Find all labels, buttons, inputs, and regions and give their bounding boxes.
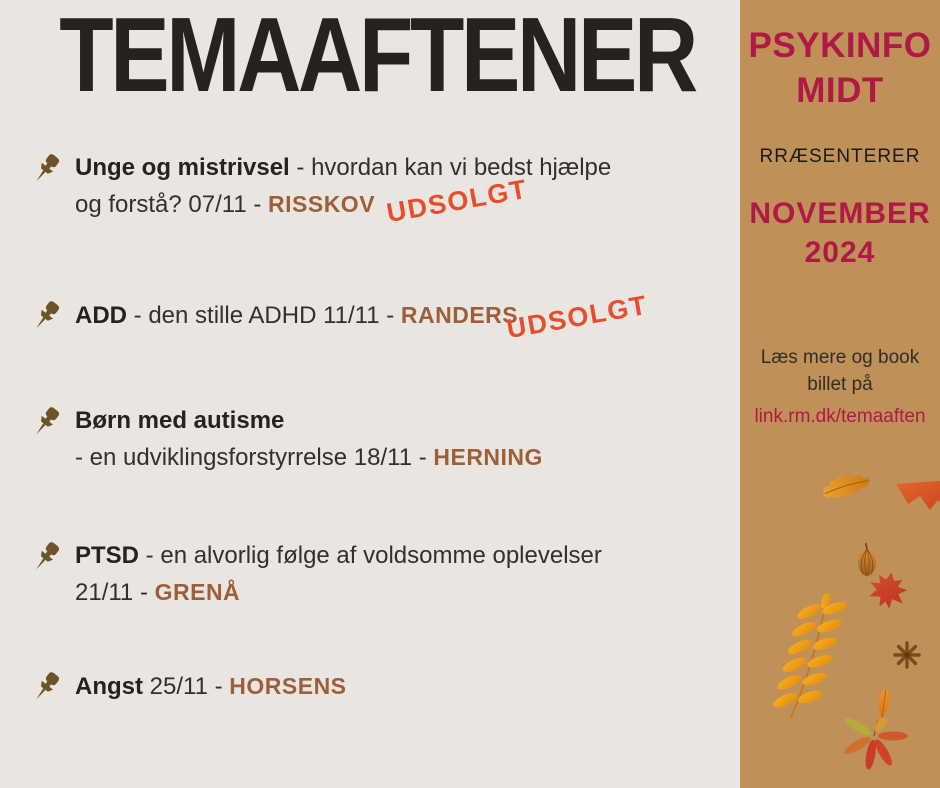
pushpin-icon [28,404,64,440]
event-item [28,150,718,229]
event-location: GRENÅ [154,579,241,605]
creeper-leaf-icon [832,718,912,788]
maple-leaf-icon [858,565,917,615]
pushpin-icon [28,298,64,334]
pushpin-icon [28,151,64,187]
soldout-stamp: UDSOLGT [504,289,650,345]
maple-edge-leaf-icon [892,478,940,514]
page-title: TEMAAFTENER [59,0,695,114]
event-item [28,403,718,476]
event-title: Unge og mistrivsel [75,154,290,181]
event-location: HORSENS [229,673,347,699]
soldout-stamp: UDSOLGT [384,173,530,229]
brand-name: PSYKINFO MIDT [748,26,932,110]
event-text [75,538,718,611]
month-label: NOVEMBER 2024 [749,196,931,269]
pushpin-icon [28,539,64,575]
star-anise-icon [892,640,922,670]
event-location: HERNING [433,444,543,470]
event-text [75,403,718,476]
event-line2: - en udviklingsforstyrrelse 18/11 - [75,444,434,471]
event-desc: 25/11 - [143,673,230,700]
presents-label: RRÆSENTERER [759,145,921,167]
event-title: ADD [75,302,127,329]
rowan-leaf-icon [764,590,865,728]
event-title: PTSD [75,542,140,569]
event-line2: og forstå? 07/11 - [75,191,269,218]
event-location: RISSKOV [268,191,376,217]
event-desc: - en alvorlig følge af voldsomme oplevelser [139,542,602,569]
oak-leaf-icon [817,464,877,508]
event-item [28,289,718,345]
event-item [28,668,718,705]
booking-link[interactable]: link.rm.dk/temaaften [754,405,926,427]
event-line2: 21/11 - [75,579,155,606]
event-title: Børn med autisme [75,407,285,434]
event-desc: - den stille ADHD 11/11 - [127,302,401,329]
sidebar [740,0,940,788]
pushpin-icon [28,669,64,705]
event-desc: - hvordan kan vi bedst hjælpe [289,154,612,181]
event-text [75,668,718,705]
booking-info: Læs mere og book billet på [760,346,920,396]
event-item [28,538,718,611]
event-location: RANDERS [400,302,519,328]
small-leaf-icon [871,685,898,722]
event-title: Angst [75,673,143,700]
